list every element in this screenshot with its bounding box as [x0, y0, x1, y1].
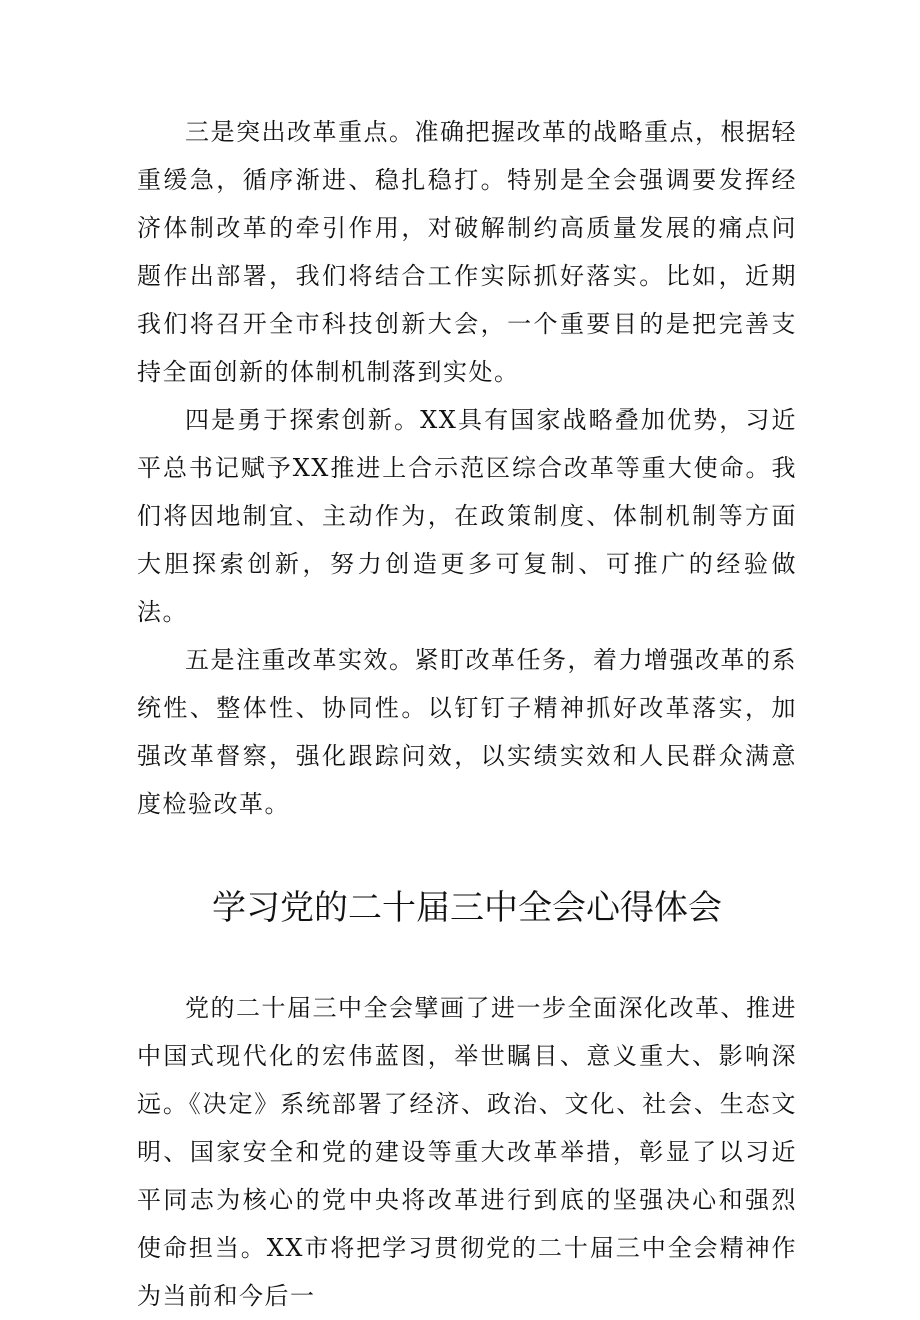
- document-body: [137, 108, 797, 1320]
- paragraph-reform-focus: 三是突出改革重点。准确把握改革的战略重点，根据轻重缓急，循序渐进、稳扎稳打。特别是全会强调要发挥经济体制改革的牵引作用，对破解制约高质量发展的痛点问题作出部署，我们将结合工作实际抓好落实。比如，近期我们将召开全市科技创新大会，一个重要目的是把完善支持全面创新的体制机制落到实处。: [137, 118, 797, 386]
- paragraph-intro: 党的二十届三中全会擘画了进一步全面深化改革、推进中国式现代化的宏伟蓝图，举世瞩目、意义重大、影响深远。《决定》系统部署了经济、政治、文化、社会、生态文明、国家安全和党的建设等重大改革举措，彰显了以习近平同志为核心的党中央将改革进行到底的坚强决心和强烈使命担当。XX市将把学习贯彻党的二十届三中全会精神作为当前和今后一: [137, 994, 797, 1310]
- paragraph-innovation: 四是勇于探索创新。XX具有国家战略叠加优势，习近平总书记赋予XX推进上合示范区综合改革等重大使命。我们将因地制宜、主动作为，在政策制度、体制机制等方面大胆探索创新，努力创造更多可复制、可推广的经验做法。: [137, 406, 797, 626]
- article-title: 学习党的二十届三中全会心得体会: [212, 888, 722, 928]
- paragraph-effectiveness: 五是注重改革实效。紧盯改革任务，着力增强改革的系统性、整体性、协同性。以钉钉子精神抓好改革落实，加强改革督察，强化跟踪问效，以实绩实效和人民群众满意度检验改革。: [137, 646, 797, 818]
